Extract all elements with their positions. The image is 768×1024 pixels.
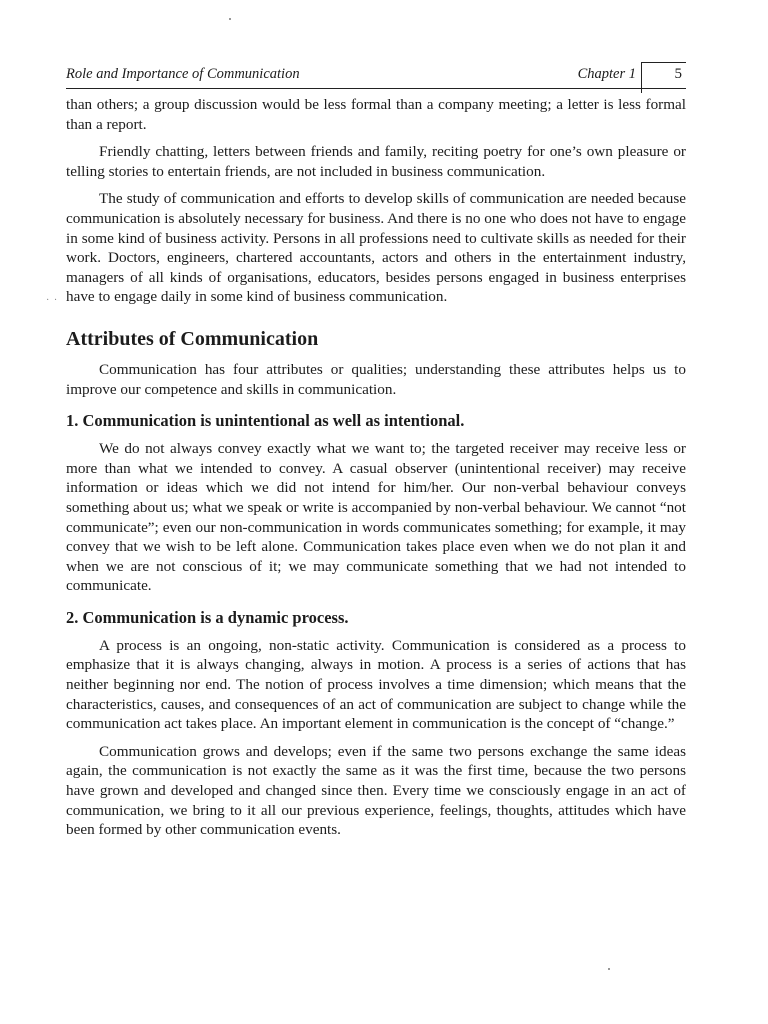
- page-number: 5: [674, 66, 682, 82]
- running-head-chapter: Chapter 1: [577, 66, 636, 82]
- attribute-body-2b: Communication grows and develops; even if the same two persons exchange the same ideas again, the communication is not exactly the same as it was the first time, because the two persons have grown and developed and changed since then. Every time we consciously engage in an act of communication, we bring to it all our previous experience, feelings, thoughts, attitudes which have been formed by other communication events.: [66, 742, 686, 839]
- attribute-body-2a: A process is an ongoing, non-static activity. Communication is considered as a process to emphasize that it is always changing, always in motion. A process is a series of actions that has neither beginning nor end. The notion of process involves a time dimension; which means that the characteristics, causes, and consequences of an act of communication are subject to change while the communication act takes place. An important element in communication is the concept of “change.”: [66, 636, 686, 733]
- scan-speck-top: [229, 18, 231, 20]
- running-head-title: Role and Importance of Communication: [66, 66, 300, 82]
- attribute-body-1: We do not always convey exactly what we want to; the targeted receiver may receive less or more than what we intended to convey. A casual observer (unintentional receiver) may receive information or ideas which we did not intend for him/her. Our non-verbal behaviour conveys something about us; what we speak or write is accompanied by non-verbal behaviour. We cannot “not communicate”; even our non-communication in words communicates something; for example, it may convey that we wish to be left alone. Communication takes place even when we do not plan it and when we are not conscious of it; we may communicate something that we had not intended to communicate.: [66, 440, 686, 595]
- book-page: [66, 64, 686, 840]
- paragraph-continued: than others; a group discussion would be less formal than a company meeting; a letter is less formal than a report.: [66, 96, 686, 133]
- paragraph-friendly-chatting: Friendly chatting, letters between friends and family, reciting poetry for one’s own pleasure or telling stories to entertain friends, are not included in business communication.: [66, 143, 686, 180]
- running-head: [66, 64, 686, 89]
- attribute-heading-2: 2. Communication is a dynamic process.: [66, 607, 349, 627]
- section-intro: Communication has four attributes or qualities; understanding these attributes helps us to improve our competence and skills in communication.: [66, 360, 686, 398]
- scan-margin-mark: · ·: [46, 295, 59, 306]
- scan-speck-bottom: [608, 968, 610, 970]
- page-number-box: [641, 62, 686, 93]
- paragraph-study-of-communication: The study of communication and efforts to develop skills of communication are needed because communication is absolutely necessary for business. And there is no one who does not have to engage in some kind of business activity. Persons in all professions need to cultivate skills as needed for their work. Doctors, engineers, chartered accountants, actors and others in the entertainment industry, managers of all kinds of organisations, educators, besides persons engaged in business enterprises have to engage daily in some kind of business communication.: [66, 190, 686, 306]
- attribute-heading-1: 1. Communication is unintentional as well as intentional.: [66, 411, 465, 431]
- section-heading: Attributes of Communication: [66, 327, 319, 350]
